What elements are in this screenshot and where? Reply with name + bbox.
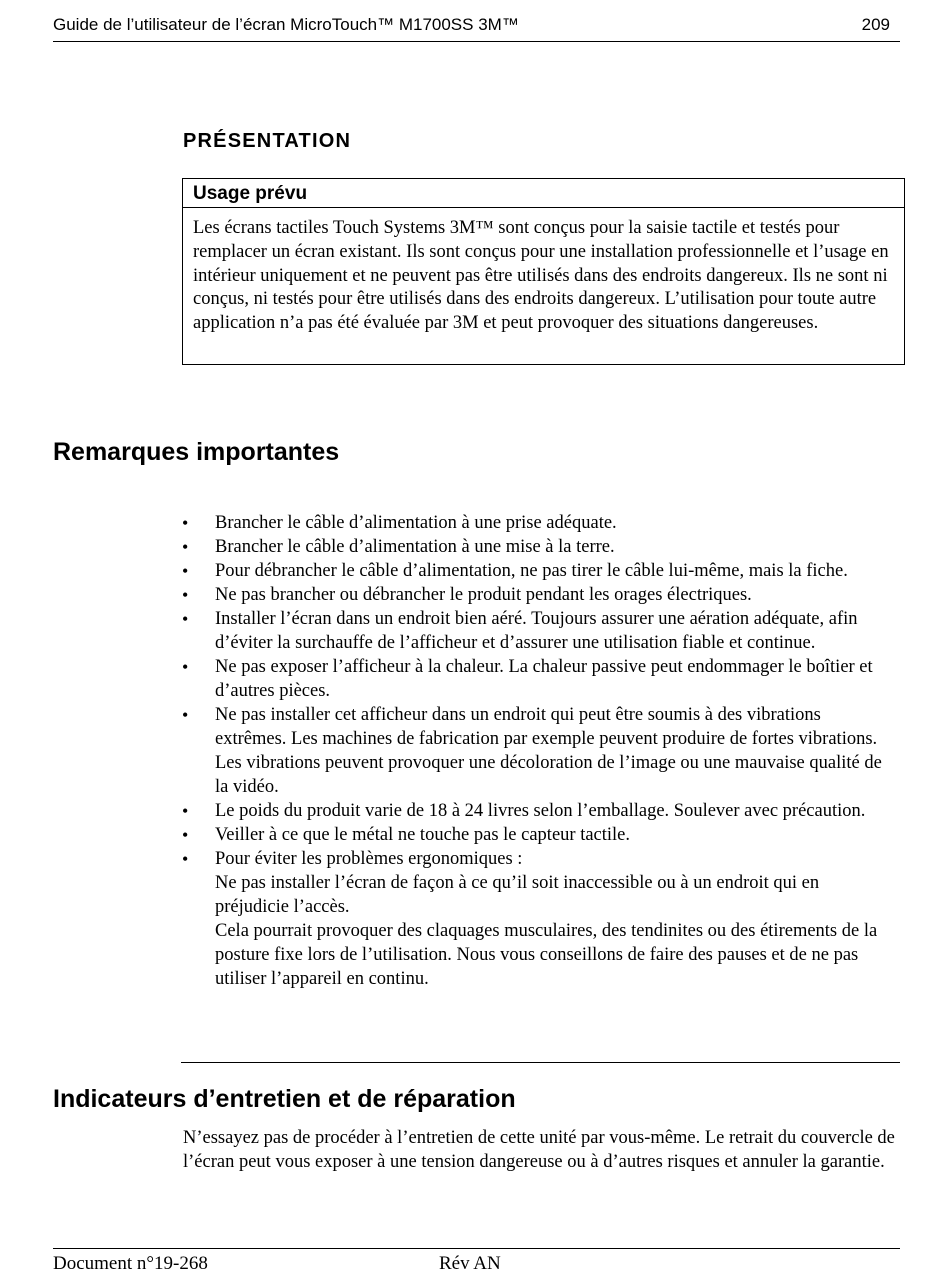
indicateurs-text: N’essayez pas de procéder à l’entretien de cette unité par vous-même. Le retrait du couvercle de l’écran peut vous exposer à une tension dangereuse ou à d’autres risques et annuler la garantie.: [183, 1128, 895, 1172]
indicateurs-heading: Indicateurs d’entretien et de réparation: [53, 1085, 516, 1113]
usage-prevu-text: Les écrans tactiles Touch Systems 3M™ sont conçus pour la saisie tactile et testés pour remplacer un écran existant. Ils sont conçus pour une installation professionnelle et l’usage en intérieur uniquement et ne peuvent pas être utilisés dans des endroits dangereux. Ils ne sont ni conçus, ni testés pour être utilisés dans des endroits dangereux. L’utilisation pour toute autre application n’a pas été évaluée par 3M et peut provoquer des situations dangereuses.: [193, 218, 889, 334]
remarques-list: [182, 511, 895, 991]
list-item-subline: Cela pourrait provoquer des claquages musculaires, des tendinites ou des étirements de la posture fixe lors de l’utilisation. Nous vous conseillons de faire des pauses et de ne pas utiliser l’appareil en continu.: [215, 921, 878, 989]
presentation-heading: PRÉSENTATION: [183, 130, 352, 152]
list-item: [182, 559, 895, 583]
list-item-text: Pour éviter les problèmes ergonomiques :: [215, 849, 523, 869]
list-item: [182, 535, 895, 559]
list-item-text: Brancher le câble d’alimentation à une mise à la terre.: [215, 537, 615, 557]
list-item: [182, 607, 895, 655]
bullet-icon: •: [182, 801, 189, 821]
list-item-text: Installer l’écran dans un endroit bien aéré. Toujours assurer une aération adéquate, afin d’éviter la surchauffe de l’afficheur et d’assurer une utilisation fiable et continue.: [215, 609, 858, 653]
list-item-text: Brancher le câble d’alimentation à une prise adéquate.: [215, 513, 617, 533]
header-title: Guide de l’utilisateur de l’écran MicroTouch™ M1700SS 3M™: [53, 15, 519, 34]
list-item: [182, 511, 895, 535]
list-item: [182, 655, 895, 703]
list-item-text: Pour débrancher le câble d’alimentation, ne pas tirer le câble lui-même, mais la fiche.: [215, 561, 848, 581]
revision: Rév AN: [439, 1253, 501, 1274]
usage-prevu-title: Usage prévu: [183, 179, 904, 208]
document-number: Document n°19-268: [53, 1253, 208, 1274]
bullet-icon: •: [182, 513, 189, 533]
bullet-icon: •: [182, 585, 189, 605]
list-item-text: Veiller à ce que le métal ne touche pas le capteur tactile.: [215, 825, 631, 845]
list-item: [182, 703, 895, 799]
usage-prevu-box: [182, 178, 905, 365]
bullet-icon: •: [182, 657, 189, 677]
list-item: [182, 799, 895, 823]
section-divider: [181, 1062, 900, 1063]
bullet-icon: •: [182, 849, 189, 869]
list-item-text: Le poids du produit varie de 18 à 24 livres selon l’emballage. Soulever avec précaution.: [215, 801, 866, 821]
bullet-icon: •: [182, 537, 189, 557]
page-footer: [53, 1248, 900, 1277]
list-item-text: Ne pas brancher ou débrancher le produit pendant les orages électriques.: [215, 585, 752, 605]
bullet-icon: •: [182, 609, 189, 629]
bullet-icon: •: [182, 561, 189, 581]
bullet-icon: •: [182, 705, 189, 725]
remarques-heading: Remarques importantes: [53, 438, 340, 466]
list-item: [182, 823, 895, 847]
list-item-text: Ne pas installer cet afficheur dans un endroit qui peut être soumis à des vibrations extrêmes. Les machines de fabrication par exemple peuvent produire de fortes vibrations. Les vibrations peuvent provoquer une décoloration de l’image ou une mauvaise qualité de la vidéo.: [215, 705, 882, 797]
list-item: [182, 847, 895, 991]
page-number: 209: [861, 15, 890, 34]
list-item-subline: Ne pas installer l’écran de façon à ce qu’il soit inaccessible ou à un endroit qui en préjudicie l’accès.: [215, 873, 820, 917]
list-item-text: Ne pas exposer l’afficheur à la chaleur. La chaleur passive peut endommager le boîtier et d’autres pièces.: [215, 657, 873, 701]
page-header: [53, 14, 900, 42]
bullet-icon: •: [182, 825, 189, 845]
list-item: [182, 583, 895, 607]
